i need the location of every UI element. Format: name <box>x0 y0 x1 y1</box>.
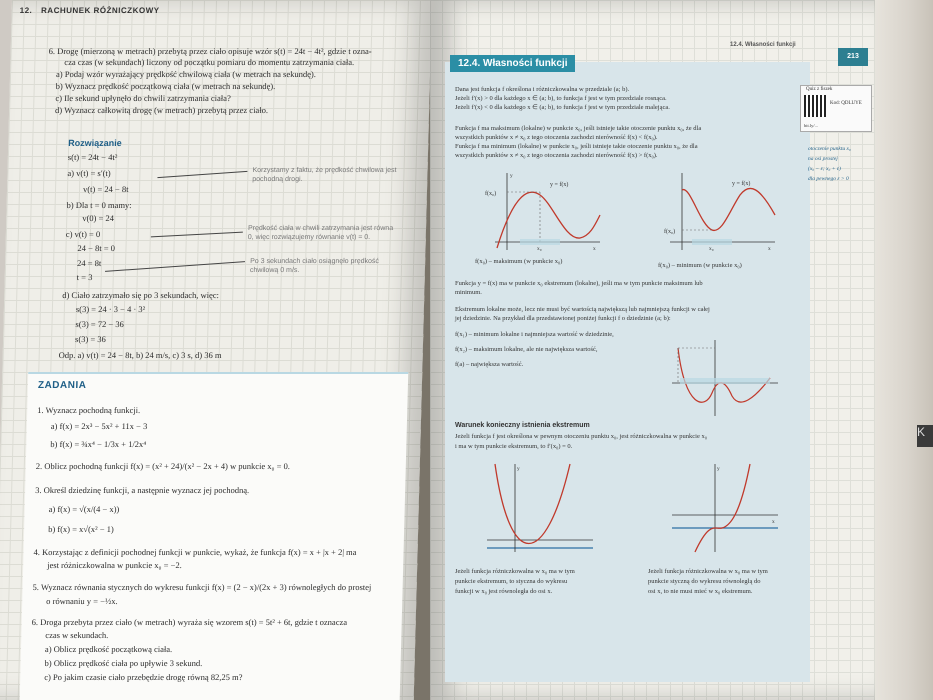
theory-line: Funkcja f ma minimum (lokalne) w punkcie x₀, jeśli istnieje takie otoczenie punktu x₀, że dla <box>455 143 698 150</box>
theory-line: Jeżeli f′(x) > 0 dla każdego x ∈ (a; b), to funkcja f jest w tym przedziale rosnąca. <box>455 95 667 102</box>
exercise-line: czas w sekundach. <box>45 630 109 640</box>
domain-band <box>680 378 770 384</box>
chapter-title: RACHUNEK RÓŻNICZKOWY <box>40 6 160 15</box>
solution-line: s(3) = 24 · 3 − 4 · 3² <box>75 304 146 314</box>
theory-line: Funkcja f ma maksimum (lokalne) w punkcie x₀, jeśli istnieje takie otoczenie punktu x₀, że dla <box>455 125 702 132</box>
condition-line: Jeżeli funkcja f jest określona w pewnym otoczeniu punktu x₀, jest różniczkowalna w punkcie x₀ <box>455 433 707 440</box>
section-title: 12.4. Własności funkcji <box>450 55 575 72</box>
solution-line: t = 3 <box>76 272 93 282</box>
condition-title: Warunek konieczny istnienia ekstremum <box>455 422 590 429</box>
label-y: y <box>510 173 513 179</box>
label-x: x <box>593 246 596 252</box>
exercises-title: ZADANIA <box>37 380 87 391</box>
label-x0: x₀ <box>709 246 714 252</box>
solution-line: 24 = 8t <box>76 258 102 268</box>
theory-line: jej dziedzinie. Na przykład dla przedstawionej poniżej funkcji f o dziedzinie (a; b): <box>455 315 671 322</box>
exercise-line: 1. Wyznacz pochodną funkcji. <box>37 405 141 415</box>
solution-line: a) v(t) = s′(t) <box>67 168 111 178</box>
label-x0: x₀ <box>537 246 542 252</box>
bottom-right-line: punkcie styczną do wykresu równoległą do <box>648 578 761 585</box>
label-fx0: f(x₀) <box>664 229 676 235</box>
exercise-line: 6. Droga przebyta przez ciało (w metrach) wyraża się wzorem s(t) = 5t² + 6t, gdzie t oznacza <box>31 617 348 627</box>
right-page <box>430 0 875 700</box>
exercise-line: 5. Wyznacz równania stycznych do wykresu funkcji f(x) = (2 − x)/(2x + 3) równoległych do prostej <box>32 582 372 592</box>
margin-note-line: otoczenie punktu x₀ <box>808 146 851 152</box>
bottom-left-line: Jeżeli funkcja różniczkowalna w x₀ ma w tym <box>455 568 575 575</box>
margin-note-line: dla pewnego ε > 0 <box>808 176 849 182</box>
theory-line: f(x₂) – maksimum lokalne, ale nie największa wartość, <box>455 346 598 353</box>
left-page-header <box>20 6 160 15</box>
solution-line: 24 − 8t = 0 <box>77 243 116 253</box>
problem6-line: cza czas (w sekundach) liczony od początku pomiaru do momentu zatrzymania ciała. <box>64 57 355 67</box>
side-note: Korzystamy z faktu, że prędkość chwilowa jest pochodną drogi. <box>252 167 397 183</box>
solution-heading: Rozwiązanie <box>68 138 122 148</box>
maximum-graph <box>485 170 605 255</box>
exercise-line: 2. Oblicz pochodną funkcji f(x) = (x² + 24)/(x² − 2x + 4) w punkcie x₀ = 0. <box>35 461 291 471</box>
label-y: y <box>717 466 720 472</box>
parabola-graph <box>485 460 595 555</box>
label-x: x <box>772 519 775 525</box>
bottom-right-line: Jeżeli funkcja różniczkowalna w x₀ ma w tym <box>648 568 768 575</box>
exercise-line: c) Po jakim czasie ciało przebędzie drogę równą 82,25 m? <box>44 672 243 682</box>
solution-line: s(t) = 24t − 4t² <box>67 152 118 162</box>
neighbourhood-band <box>692 239 732 245</box>
side-note: Po 3 sekundach ciało osiągnęło prędkość chwilową 0 m/s. <box>249 258 380 274</box>
quiz-box-line: bit.ly/... <box>804 123 819 128</box>
page-edge-stack <box>870 0 933 700</box>
cubic-graph <box>670 460 780 555</box>
theory-line: f(x₁) – minimum lokalne i najmniejsza wartość w dziedzinie, <box>455 331 614 338</box>
solution-line: c) v(t) = 0 <box>65 229 101 239</box>
curve <box>678 348 770 402</box>
exercise-line: a) f(x) = 2x³ − 5x² + 11x − 3 <box>50 421 148 431</box>
problem6-line: 6. Drogę (mierzoną w metrach) przebytą przez ciało opisuje wzór s(t) = 24t − 4t², gdzie t ozna- <box>48 46 372 56</box>
quiz-box-line: Quiz z fiszek <box>806 87 833 92</box>
curve <box>495 464 570 544</box>
exercise-line: b) f(x) = x√(x² − 1) <box>48 524 114 534</box>
theory-line: wszystkich punktów x ≠ x₀ z tego otoczenia zachodzi nierówność f(x) < f(x₀). <box>455 134 658 141</box>
neighbourhood-band <box>520 239 560 245</box>
quiz-box-line: Kod: QDLUYE <box>830 101 862 106</box>
theory-line: f(a) – największa wartość. <box>455 361 524 368</box>
note-arrow <box>151 232 243 238</box>
caption-min: f(x₀) – minimum (w punkcie x₀) <box>658 262 742 269</box>
side-note: Prędkość ciała w chwili zatrzymania jest równa 0, więc rozwiązujemy równanie v(t) = 0. <box>247 225 394 241</box>
problem6-line: b) Wyznacz prędkość początkową ciała (w metrach na sekundę). <box>55 81 276 91</box>
label-y-fx: y = f(x) <box>732 181 751 187</box>
solution-line: s(3) = 72 − 36 <box>75 319 124 329</box>
solution-line: s(3) = 36 <box>74 334 107 344</box>
bottom-left-line: punkcie ekstremum, to styczna do wykresu <box>455 578 568 585</box>
left-page <box>0 0 432 700</box>
page-number: 213 <box>838 48 868 66</box>
chapter-number: 12. <box>19 6 33 15</box>
caption-max: f(x₀) – maksimum (w punkcie x₀) <box>475 258 563 265</box>
problem6-line: c) Ile sekund upłynęło do chwili zatrzymania ciała? <box>55 93 231 103</box>
curve <box>695 464 750 552</box>
note-arrow <box>105 261 245 272</box>
solution-line: d) Ciało zatrzymało się po 3 sekundach, więc: <box>62 290 220 300</box>
theory-line: minimum. <box>455 289 482 296</box>
theory-line: Ekstremum lokalne może, lecz nie musi być wartością największą lub najmniejszą funkcji w całej <box>455 306 710 313</box>
exercise-line: b) f(x) = ¾x⁴ − 1/3x + 1/2x⁴ <box>50 439 147 449</box>
exercise-line: a) f(x) = √(x/(4 − x)) <box>48 504 120 514</box>
problem6-line: a) Podaj wzór wyrażający prędkość chwilową ciała (w metrach na sekundę). <box>55 69 317 79</box>
label-y-fx: y = f(x) <box>550 182 569 188</box>
curve <box>682 188 775 230</box>
solution-line: v(0) = 24 <box>82 213 115 223</box>
exercise-line: 4. Korzystając z definicji pochodnej funkcji w punkcie, wykaż, że funkcja f(x) = x + |x + 2| ma <box>33 547 357 557</box>
minimum-graph <box>660 170 780 255</box>
margin-note-line: (x₀ − ε; x₀ + ε) <box>808 166 841 172</box>
margin-note-line: na osi prostej <box>808 156 838 162</box>
note-arrow <box>157 171 247 178</box>
problem6-line: d) Wyznacz całkowitą drogę (w metrach) przebytą przez ciało. <box>54 105 269 115</box>
theory-line: Funkcja y = f(x) ma w punkcie x₀ ekstremum (lokalne), jeśli ma w tym punkcie maksimum lub <box>455 280 703 287</box>
solution-line: b) Dla t = 0 mamy: <box>66 200 132 210</box>
edge-letter: K <box>917 425 933 447</box>
exercise-line: a) Oblicz prędkość początkową ciała. <box>44 644 173 654</box>
exercise-line: b) Oblicz prędkość ciała po upływie 3 sekund. <box>44 658 203 668</box>
theory-line: Dana jest funkcja f określona i różniczkowalna w przedziale (a; b). <box>455 86 630 93</box>
label-fx0: f(x₀) <box>485 191 497 197</box>
extremum-example-graph <box>670 338 780 418</box>
answer-line: Odp. a) v(t) = 24 − 8t, b) 24 m/s, c) 3 s, d) 36 m <box>58 350 222 360</box>
right-page-header: 12.4. Własności funkcji <box>730 42 796 48</box>
theory-line: Jeżeli f′(x) < 0 dla każdego x ∈ (a; b), to funkcja f jest w tym przedziale malejąca. <box>455 104 670 111</box>
bottom-right-line: osi x, to nie musi mieć w x₀ ekstremum. <box>648 588 753 595</box>
solution-line: v(t) = 24 − 8t <box>82 184 129 194</box>
condition-line: i ma w tym punkcie ekstremum, to f′(x₀) = 0. <box>455 443 573 450</box>
label-x: x <box>768 246 771 252</box>
theory-line: wszystkich punktów x ≠ x₀ z tego otoczenia zachodzi nierówność f(x) > f(x₀). <box>455 152 658 159</box>
bottom-left-line: funkcji w x₀ jest równoległa do osi x. <box>455 588 553 595</box>
exercise-line: o równaniu y = −½x. <box>46 596 118 606</box>
qr-code-icon <box>804 95 826 117</box>
exercise-line: 3. Określ dziedzinę funkcji, a następnie wyznacz jej pochodną. <box>35 485 250 495</box>
label-y: y <box>517 466 520 472</box>
exercise-line: jest różniczkowalna w punkcie x₀ = −2. <box>47 560 182 570</box>
